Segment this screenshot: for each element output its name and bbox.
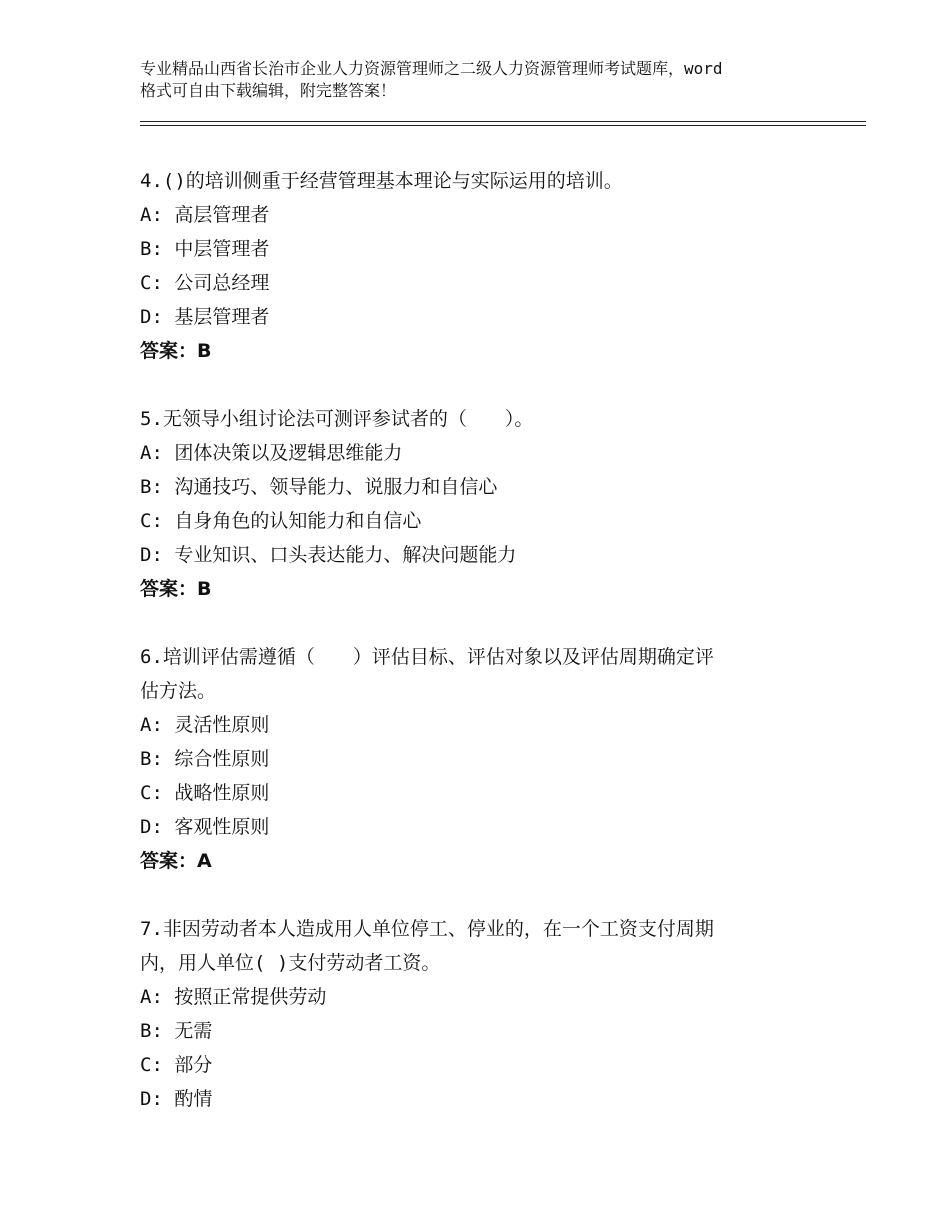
question-4 — [140, 164, 830, 368]
question-stem: 5.无领导小组讨论法可测评参试者的（ ）。 — [140, 408, 534, 430]
header-divider-bottom — [140, 125, 866, 126]
question-stem-line-1: 7.非因劳动者本人造成用人单位停工、停业的，在一个工资支付周期 — [140, 918, 714, 940]
question-list — [140, 164, 830, 1150]
question-stem: 4.()的培训侧重于经营管理基本理论与实际运用的培训。 — [140, 170, 623, 192]
question-stem-line-1: 6.培训评估需遵循（ ）评估目标、评估对象以及评估周期确定评 — [140, 646, 714, 668]
option-c: C: 战略性原则 — [140, 782, 270, 804]
header-line-2: 格式可自由下载编辑，附完整答案！ — [140, 81, 397, 100]
question-7 — [140, 912, 830, 1116]
option-c: C: 自身角色的认知能力和自信心 — [140, 510, 422, 532]
document-header — [140, 58, 860, 102]
option-b: B: 综合性原则 — [140, 748, 270, 770]
option-b: B: 沟通技巧、领导能力、说服力和自信心 — [140, 476, 498, 498]
header-line-1: 专业精品山西省长治市企业人力资源管理师之二级人力资源管理师考试题库，word — [140, 59, 723, 78]
question-5 — [140, 402, 830, 606]
answer-label: 答案：A — [140, 850, 212, 872]
answer-label: 答案：B — [140, 340, 212, 362]
option-d: D: 客观性原则 — [140, 816, 270, 838]
option-b: B: 无需 — [140, 1020, 213, 1042]
header-divider-top — [140, 121, 866, 122]
question-6 — [140, 640, 830, 878]
option-c: C: 部分 — [140, 1054, 213, 1076]
question-stem-line-2: 内，用人单位( )支付劳动者工资。 — [140, 952, 441, 974]
question-stem-line-2: 估方法。 — [140, 680, 217, 702]
option-b: B: 中层管理者 — [140, 238, 270, 260]
option-a: A: 团体决策以及逻辑思维能力 — [140, 442, 403, 464]
option-d: D: 酌情 — [140, 1088, 213, 1110]
option-d: D: 专业知识、口头表达能力、解决问题能力 — [140, 544, 517, 566]
answer-label: 答案：B — [140, 578, 212, 600]
option-a: A: 高层管理者 — [140, 204, 270, 226]
option-a: A: 按照正常提供劳动 — [140, 986, 327, 1008]
option-a: A: 灵活性原则 — [140, 714, 270, 736]
option-d: D: 基层管理者 — [140, 306, 270, 328]
option-c: C: 公司总经理 — [140, 272, 270, 294]
